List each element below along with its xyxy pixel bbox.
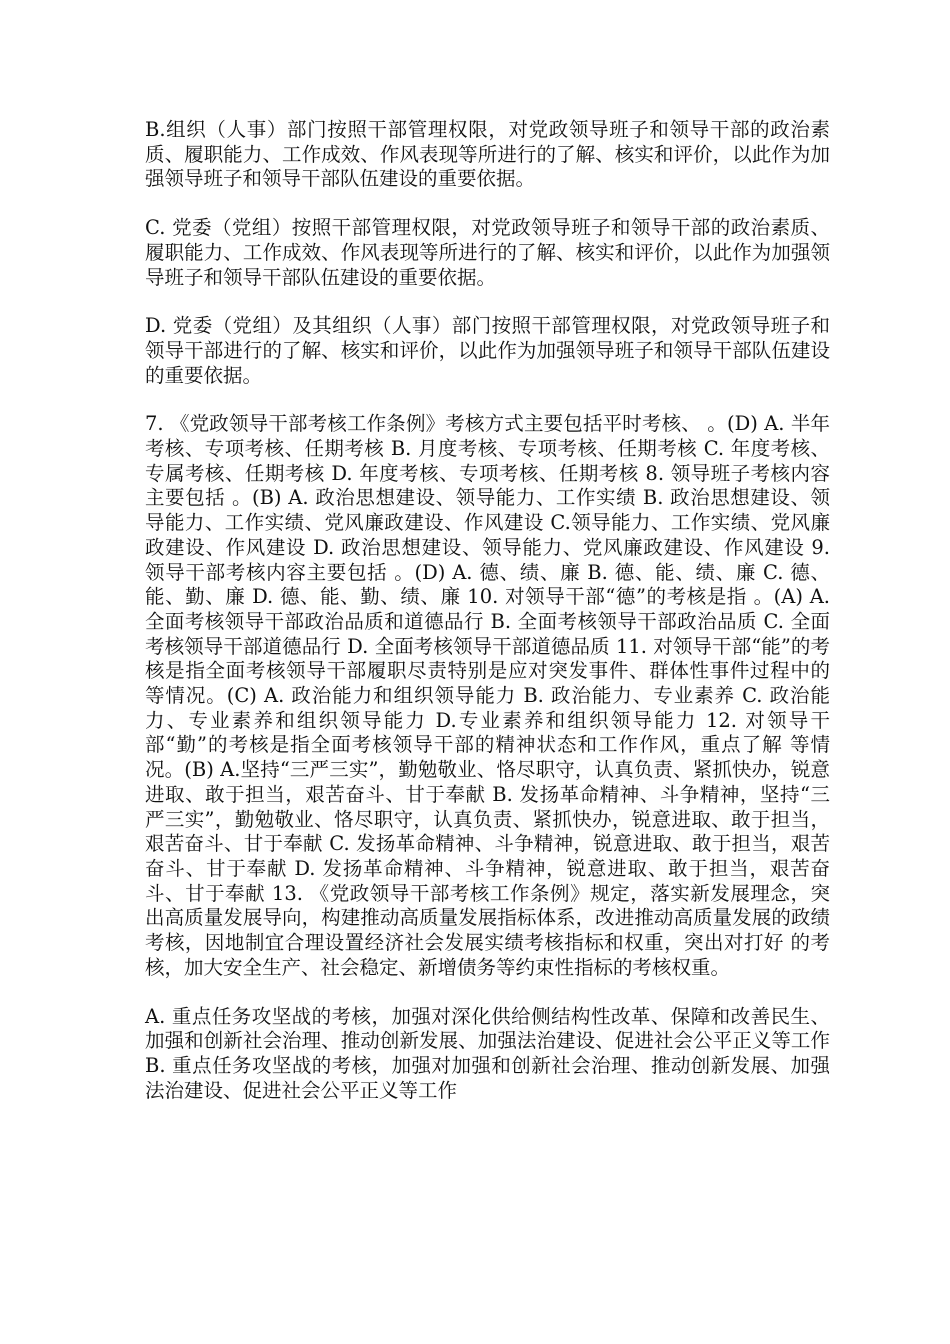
question-13-options-paragraph: A. 重点任务攻坚战的考核，加强对深化供给侧结构性改革、保障和改善民生、加强和创新社会治理、推动创新发展、加强法治建设、促进社会公平正义等工作 B. 重点任务攻坚战的考核，加强对加强和创新社会治理、推动创新发展、加强法治建设、促进社会公平正义等工作	[145, 1004, 830, 1102]
option-d-paragraph: D. 党委（党组）及其组织（人事）部门按照干部管理权限，对党政领导班子和领导干部进行的了解、核实和评价，以此作为加强领导班子和领导干部队伍建设的重要依据。	[145, 314, 830, 387]
questions-7-13-paragraph: 7. 《党政领导干部考核工作条例》考核方式主要包括平时考核、 。(D) A. 半年考核、专项考核、任期考核 B. 月度考核、专项考核、任期考核 C. 年度考核、专属考核、任期考核 D. 年度考核、专项考核、任期考核 8. 领导班子考核内容主要包括 。(B) A. 政治思想建设、领导能力、工作实绩 B. 政治思想建设、领导能力、工作实绩、党风廉政建设、作风建设 C.领导能力、工作实绩、党风廉政建设、作风建设 D. 政治思想建设、领导能力、党风廉政建设、作风建设 9. 领导干部考核内容主要包括 。(D) A. 德、绩、廉 B. 德、能、绩、廉 C. 德、能、勤、廉 D. 德、能、勤、绩、廉 10. 对领导干部“德”的考核是指 。(A) A. 全面考核领导干部政治品质和道德品行 B. 全面考核领导干部政治品质 C. 全面考核领导干部道德品行 D. 全面考核领导干部道德品质 11. 对领导干部“能”的考核是指全面考核领导干部履职尽责特别是应对突发事件、群体性事件过程中的 等情况。(C) A. 政治能力和组织领导能力 B. 政治能力、专业素养 C. 政治能力、专业素养和组织领导能力 D.专业素养和组织领导能力 12. 对领导干部“勤”的考核是指全面考核领导干部的精神状态和工作作风，重点了解 等情况。(B) A.坚持“三严三实”，勤勉敬业、恪尽职守，认真负责、紧抓快办，锐意进取、敢于担当，艰苦奋斗、甘于奉献 B. 发扬革命精神、斗争精神，坚持“三严三实”，勤勉敬业、恪尽职守，认真负责、紧抓快办，锐意进取、敢于担当，艰苦奋斗、甘于奉献 C. 发扬革命精神、斗争精神，锐意进取、敢于担当，艰苦奋斗、甘于奉献 D. 发扬革命精神、斗争精神，锐意进取、敢于担当，艰苦奋斗、甘于奉献 13. 《党政领导干部考核工作条例》规定，落实新发展理念，突出高质量发展导向，构建推动高质量发展指标体系，改进推动高质量发展的政绩考核，因地制宜合理设置经济社会发展实绩考核指标和权重，突出对打好 的考核，加大安全生产、社会稳定、新增债务等约束性指标的考核权重。	[145, 412, 830, 979]
option-c-paragraph: C. 党委（党组）按照干部管理权限，对党政领导班子和领导干部的政治素质、履职能力、工作成效、作风表现等所进行的了解、核实和评价，以此作为加强领导班子和领导干部队伍建设的重要依据。	[145, 216, 830, 289]
document-body	[145, 118, 830, 1127]
option-b-paragraph: B.组织（人事）部门按照干部管理权限，对党政领导班子和领导干部的政治素质、履职能力、工作成效、作风表现等所进行的了解、核实和评价，以此作为加强领导班子和领导干部队伍建设的重要依据。	[145, 118, 830, 191]
